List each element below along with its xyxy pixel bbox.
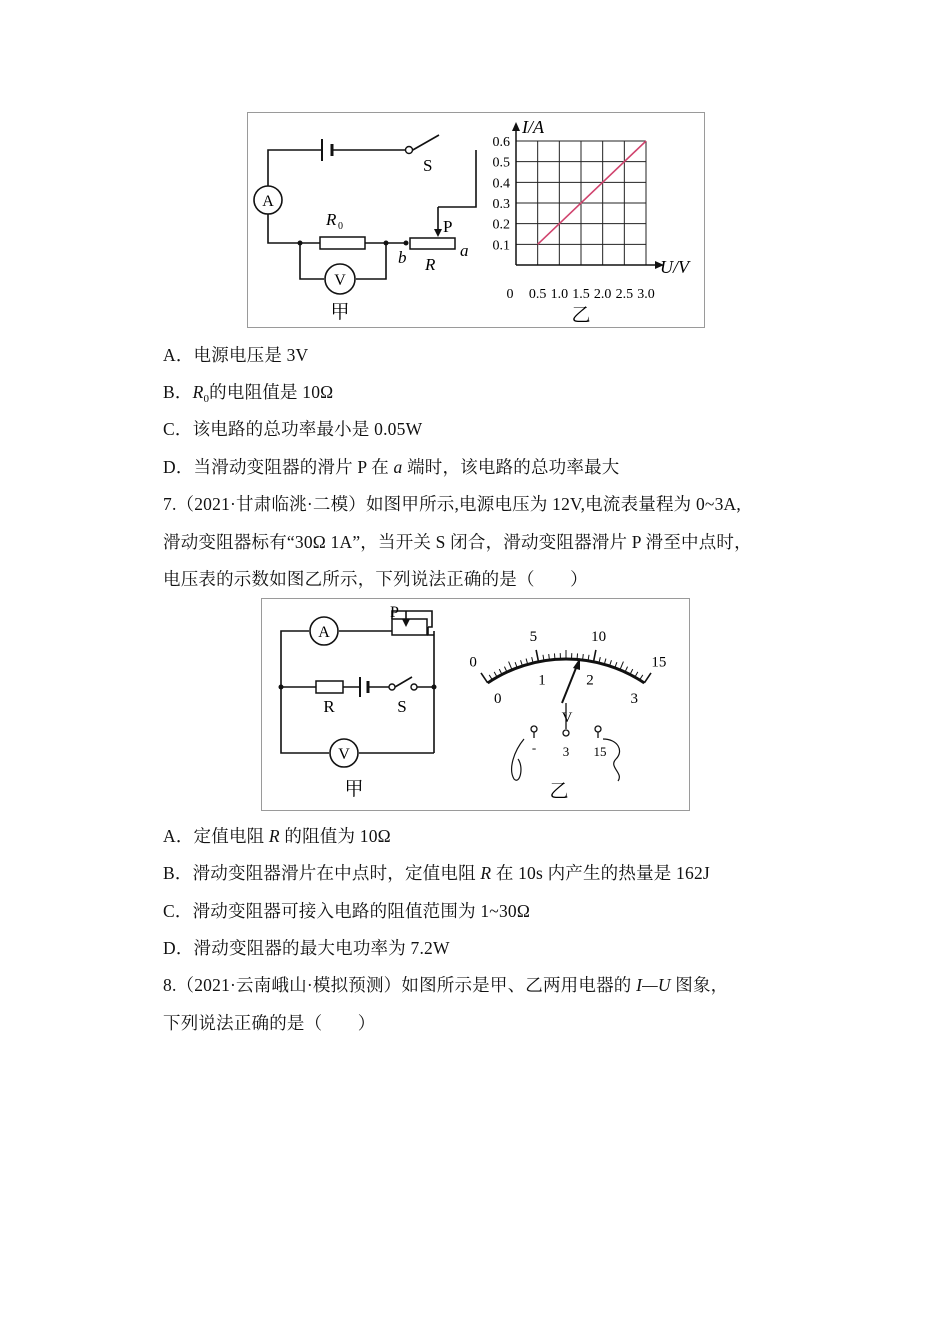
slider-label: P (390, 604, 399, 621)
q8-stem-line-1: 8.（2021·云南峨山·模拟预测）如图所示是甲、乙两用电器的 I—U 图象， (163, 975, 729, 995)
x-axis-label: U/V (660, 257, 689, 277)
dial-inner-label: 0 (494, 690, 502, 707)
q7-option-a: A．定值电阻 R 的阻值为 10Ω (163, 826, 391, 846)
wire-lead-left (512, 739, 524, 780)
ammeter-label: A (318, 624, 330, 641)
q7-option-b: B．滑动变阻器滑片在中点时，定值电阻 R 在 10s 内产生的热量是 162J (163, 863, 710, 883)
r0-label: R (326, 210, 337, 229)
dial-outer-label: 0 (469, 654, 477, 671)
dial-needle (562, 663, 578, 703)
figure-2-caption-jia: 甲 (344, 779, 364, 800)
dial-tick (644, 673, 651, 683)
voltmeter-label: V (338, 746, 350, 763)
ammeter-label: A (262, 193, 274, 210)
terminal-15 (595, 726, 601, 732)
figure-2-svg (262, 599, 689, 810)
terminal-15-label: 15 (593, 744, 607, 759)
dial-tick (620, 662, 623, 670)
q6-option-b: B．$R_0$的电阻值是 10Ω (163, 382, 334, 405)
x-tick-label: 2.0 (593, 287, 612, 302)
slider-arrow-icon (434, 229, 442, 237)
figure-2-caption-yi: 乙 (549, 781, 569, 802)
q7-option-c: C．滑动变阻器可接入电路的阻值范围为 1~30Ω (163, 901, 531, 921)
x-tick-label: 3.0 (637, 287, 655, 302)
switch-pivot (406, 147, 413, 154)
dial-inner-label: 2 (586, 672, 594, 689)
x-tick-label: 1.5 (572, 287, 590, 302)
slider-label: P (443, 217, 453, 236)
dial-inner-label: 1 (538, 672, 546, 689)
q8-stem-line-2: 下列说法正确的是（ ） (163, 1013, 376, 1033)
switch-label: S (397, 697, 407, 716)
dial-tick (549, 654, 550, 660)
q7-stem-line-1: 7.（2021·甘肃临洮·二模）如图甲所示,电源电压为 12V,电流表量程为 0~3A, (163, 494, 741, 514)
voltmeter-label: V (334, 272, 346, 289)
y-tick-label: 0.5 (492, 155, 510, 171)
data-line (538, 141, 646, 244)
y-tick-label: 0.2 (492, 217, 510, 233)
end-b-label: b (398, 248, 407, 267)
terminal-neg-label: - (531, 740, 537, 755)
rheostat-box (392, 619, 427, 635)
voltmeter-dial (469, 629, 666, 802)
figure-2 (261, 598, 690, 811)
terminal-negative (531, 726, 537, 732)
iu-graph (493, 117, 692, 326)
resistor-r (316, 681, 343, 693)
figure-1-svg (248, 113, 704, 327)
dial-outer-label: 5 (529, 629, 538, 646)
x-tick-label: 2.5 (615, 287, 634, 302)
dial-tick (583, 654, 584, 660)
dial-tick (594, 650, 596, 662)
y-tick-label: 0.6 (492, 135, 510, 150)
figure-1-caption-jia: 甲 (330, 302, 350, 323)
y-tick-label: 0.3 (492, 197, 510, 212)
rheostat-r (410, 238, 455, 249)
terminal-3 (563, 730, 569, 736)
r0-subscript: 0 (338, 221, 343, 232)
dial-tick (481, 673, 488, 683)
y-axis-label: I/A (522, 117, 544, 137)
q6-option-a: A．电源电压是 3V (163, 345, 309, 365)
y-tick-label: 0.4 (492, 176, 510, 192)
q7-stem-line-2: 滑动变阻器标有“30Ω 1A”，当开关 S 闭合，滑动变阻器滑片 P 滑至中点时， (163, 532, 752, 552)
dial-inner-label: 3 (630, 690, 638, 707)
figure-1-caption-yi: 乙 (571, 305, 591, 326)
dial-outer-label: 15 (651, 654, 667, 671)
end-a-label: a (460, 241, 469, 260)
q7-stem-line-3: 电压表的示数如图乙所示，下列说法正确的是（ ） (163, 569, 588, 589)
switch-label: S (423, 156, 433, 175)
y-tick-label: 0.1 (492, 238, 510, 254)
terminal-3-label: 3 (562, 744, 570, 759)
dial-tick (509, 662, 512, 670)
q7-option-d: D．滑动变阻器的最大电功率为 7.2W (163, 938, 450, 958)
dial-tick (536, 650, 538, 662)
q6-option-c: C．该电路的总功率最小是 0.05W (163, 419, 423, 439)
x-tick-label: 1.0 (550, 287, 569, 302)
dial-outer-label: 10 (591, 629, 607, 646)
figure-1 (247, 112, 705, 328)
resistor-label: R (323, 697, 335, 716)
y-axis-arrow-icon (512, 122, 520, 131)
rheostat-label: R (425, 255, 436, 274)
dial-unit: V (561, 710, 573, 726)
q6-option-d: D．当滑动变阻器的滑片 P 在 a 端时，该电路的总功率最大 (163, 457, 620, 477)
x-tick-label: 0.5 (528, 287, 547, 302)
origin-label: 0 (506, 287, 514, 302)
resistor-r0 (320, 237, 365, 249)
